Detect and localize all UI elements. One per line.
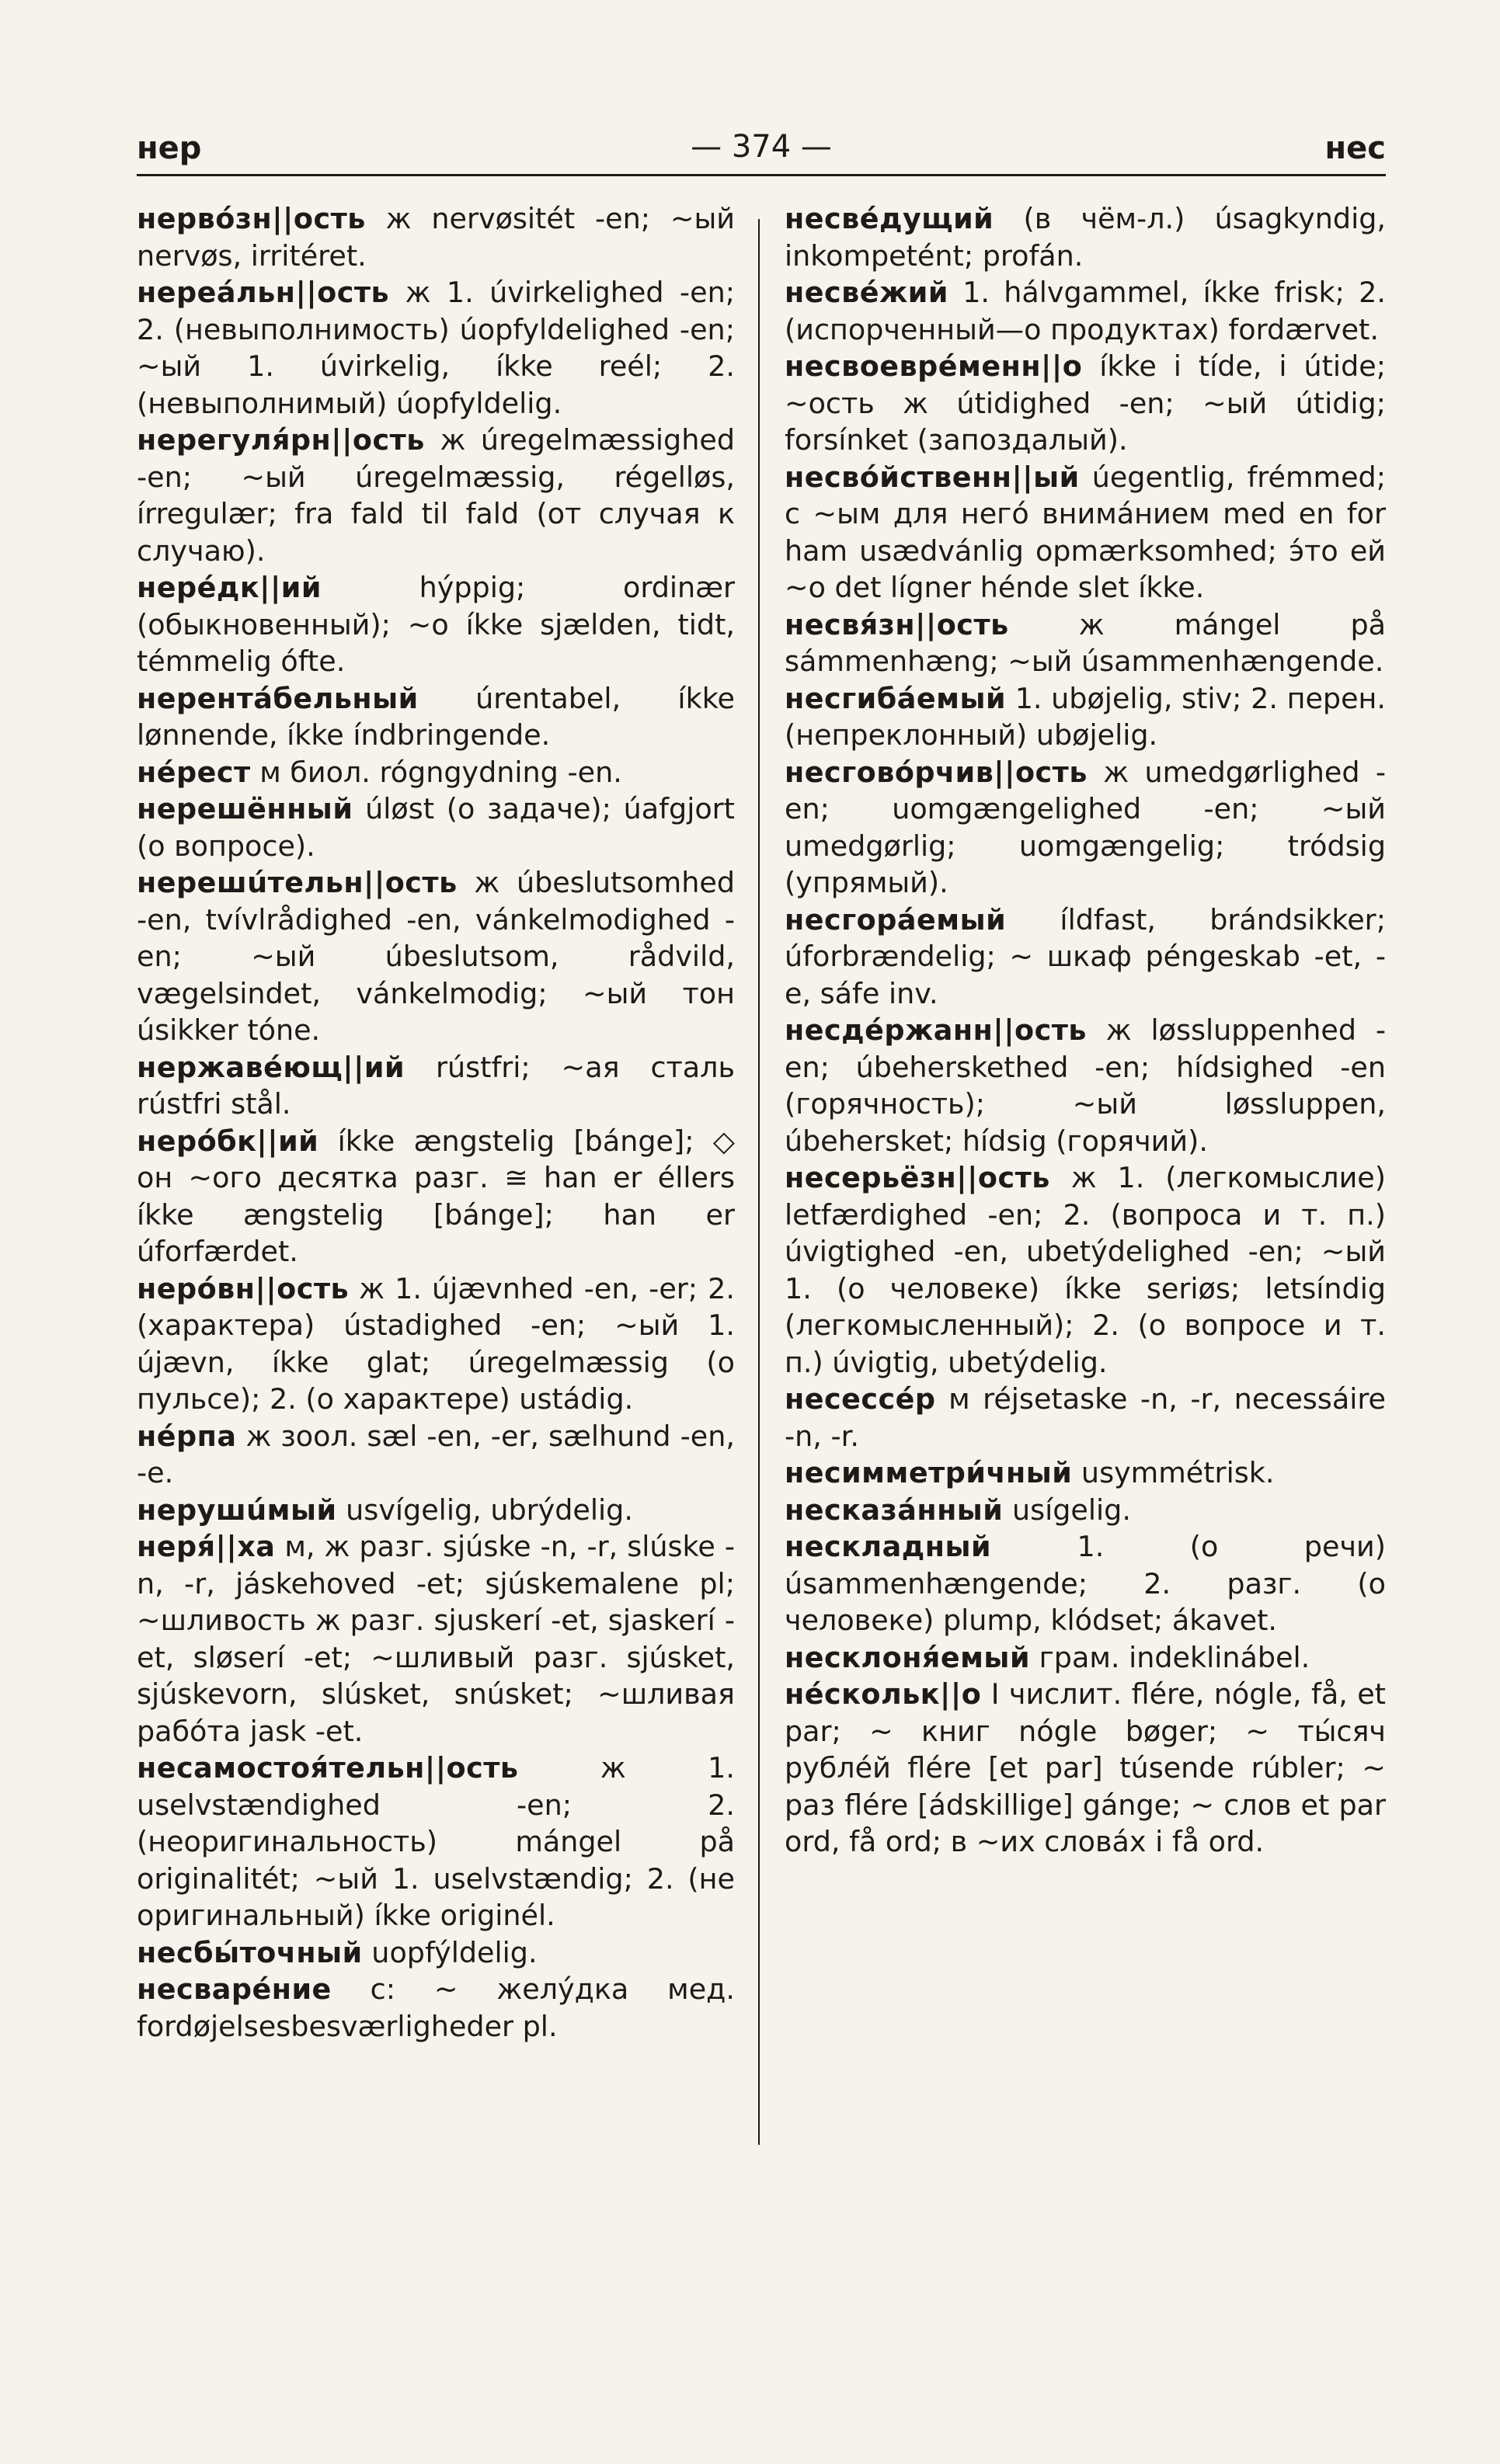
- dictionary-entry: [137, 569, 735, 680]
- definition: ж umedgørlighed -en; uomgængelighed -en; ~ый umedgørlig; uomgængelig; tródsig (упрямый).: [785, 755, 1386, 899]
- dictionary-entry: [137, 1049, 735, 1123]
- dictionary-entry: [785, 348, 1386, 459]
- definition: м réjsetaske -n, -r, necessáire -n, -r.: [785, 1382, 1386, 1453]
- headword: несклоня́емый: [785, 1640, 1031, 1674]
- definition: úegentlig, frémmed; с ~ым для негó внимáнием med en for ham usædvánlig opmærksomhed; э́то ей ~о det lígner hénde slet íkke.: [785, 460, 1386, 604]
- definition: ж 1. uselvstændighed -en; 2. (неоригинальность) mángel på originalitét; ~ый 1. uselvstændig; 2. (не оригинальный) íkke originél.: [137, 1751, 735, 1932]
- headword: несгорáемый: [785, 902, 1007, 937]
- running-header: [137, 124, 1386, 171]
- definition: I числит. flére, nógle, få, et par; ~ книг nógle bøger; ~ ты́сяч рублéй flére [et par] túsende rúbler; ~ раз flére [ádskillige] gánge; ~ слов et par ord, få ord; в ~их словáх i få ord.: [785, 1677, 1386, 1858]
- definition: íldfast, brándsikker; úforbrændelig; ~ шкаф péngeskab -et, -e, sáfe inv.: [785, 902, 1386, 1010]
- headword: несессéр: [785, 1382, 936, 1416]
- headword: несвя́зн||ость: [785, 607, 1009, 641]
- dictionary-entry: [137, 1418, 735, 1492]
- right-column: [785, 200, 1386, 1861]
- headword: нескладный: [785, 1530, 992, 1563]
- dictionary-entry: [785, 200, 1386, 274]
- headword: неря́||ха: [137, 1530, 276, 1563]
- definition: 1. (о речи) úsammenhængende; 2. разг. (о человеке) plump, klódset; ákavet.: [785, 1530, 1386, 1637]
- dictionary-entry: [137, 1750, 735, 1934]
- definition: ж løssluppenhed -en; úbeherskethed -en; hídsighed -en (горячность); ~ый løssluppen, úbehersket; hídsig (горячий).: [785, 1013, 1386, 1158]
- headword: нерушúмый: [137, 1493, 337, 1527]
- headword: нержавéющ||ий: [137, 1050, 405, 1084]
- definition: ж nervøsitét -en; ~ый nervøs, irritéret.: [137, 202, 735, 273]
- dictionary-entry: [137, 864, 735, 1049]
- headword: нéрест: [137, 755, 251, 789]
- headword: несказáнный: [785, 1493, 1004, 1527]
- dictionary-entry: [785, 1381, 1386, 1454]
- definition: ж 1. úvirkelighed -en; 2. (невыполнимость) úopfyldelighed -en; ~ый 1. úvirkelig, íkke reél; 2. (невыполнимый) úopfyldelig.: [137, 276, 735, 420]
- dictionary-entry: [137, 1270, 735, 1418]
- dictionary-entry: [785, 274, 1386, 348]
- headword: нéрпа: [137, 1419, 237, 1453]
- definition: usvígelig, ubrýdelig.: [336, 1493, 633, 1527]
- dictionary-entry: [137, 422, 735, 569]
- dictionary-entry: [785, 1159, 1386, 1381]
- page-number: — 374 —: [691, 129, 832, 165]
- headword: несвéжий: [785, 276, 948, 309]
- dictionary-entry: [137, 680, 735, 754]
- definition: 1. hálvgammel, íkke frisk; 2. (испорченный—о продуктах) fordærvet.: [785, 276, 1386, 346]
- headword: несерьёзн||ость: [785, 1161, 1050, 1194]
- headword: нéскольк||о: [785, 1677, 982, 1711]
- definition: úrentabel, íkke lønnende, íkke índbringende.: [137, 681, 735, 752]
- dictionary-entry: [785, 606, 1386, 680]
- headword: несгибáемый: [785, 681, 1007, 715]
- dictionary-entry: [137, 1934, 735, 1972]
- dictionary-entry: [785, 1012, 1386, 1159]
- right-guide-word: нес: [1324, 130, 1386, 166]
- headword: нерóвн||ость: [137, 1271, 350, 1305]
- definition: úløst (о задаче); úafgjort (о вопросе).: [137, 792, 735, 863]
- definition: м биол. rógngydning -en.: [250, 755, 622, 789]
- definition: rústfri; ~ая сталь rústfri stål.: [137, 1050, 735, 1121]
- headword: нерегуля́рн||ость: [137, 423, 425, 457]
- dictionary-entry: [137, 1528, 735, 1750]
- dictionary-entry: [785, 680, 1386, 754]
- headword: нереáльн||ость: [137, 276, 390, 309]
- left-guide-word: нер: [137, 130, 202, 166]
- headword: несвоеврéменн||о: [785, 349, 1083, 383]
- dictionary-entry: [785, 459, 1386, 606]
- headword: несговóрчив||ость: [785, 755, 1088, 789]
- definition: ж 1. újævnhed -en, -er; 2. (характера) ústadighed -en; ~ый 1. újævn, íkke glat; úregelmæssig (о пульсе); 2. (о характере) ustádig.: [137, 1271, 735, 1416]
- definition: 1. ubøjelig, stiv; 2. перен. (непреклонный) ubøjelig.: [785, 681, 1386, 752]
- dictionary-entry: [137, 200, 735, 274]
- definition: ж úbeslutsomhed -en, tvívlrådighed -en, vánkelmodighed -en; ~ый úbeslutsom, rådvild, vægelsindet, vánkelmodig; ~ый тон úsikker tóne.: [137, 866, 735, 1047]
- headword: нерéдк||ий: [137, 571, 322, 604]
- definition: ж зоол. sæl -en, -er, sælhund -en, -e.: [137, 1419, 735, 1489]
- column-divider: [758, 219, 760, 2145]
- definition: с: ~ желýдка мед. fordøjelsesbesværligheder pl.: [137, 1972, 735, 2043]
- definition: usígelig.: [1003, 1493, 1131, 1527]
- definition: íkke i tíde, i útide; ~ость ж útidighed -en; ~ый útidig; forsínket (запоздалый).: [785, 349, 1386, 457]
- dictionary-entry: [785, 1639, 1386, 1677]
- dictionary-entry: [137, 754, 735, 791]
- headword: несбы́точный: [137, 1935, 363, 1969]
- dictionary-entry: [785, 902, 1386, 1013]
- headword: несамостоя́тельн||ость: [137, 1751, 519, 1785]
- dictionary-entry: [137, 1971, 735, 2045]
- left-column: [137, 200, 735, 2045]
- headword: нерешúтельн||ость: [137, 866, 458, 899]
- dictionary-entry: [785, 1492, 1386, 1529]
- headword: несдéржанн||ость: [785, 1013, 1087, 1047]
- dictionary-entry: [137, 274, 735, 422]
- definition: ж 1. (легкомыслие) letfærdighed -en; 2. (вопроса и т. п.) úvigtighed -en, ubetýdelighed -en; ~ый 1. (о человеке) íkke seriøs; letsíndig (легкомысленный); 2. (о вопросе и т. п.) úvigtig, ubetýdelig.: [785, 1161, 1386, 1379]
- dictionary-entry: [137, 791, 735, 864]
- headword: несимметри́чный: [785, 1456, 1073, 1489]
- definition: hýppig; ordinær (обыкновенный); ~о íkke sjælden, tidt, témmelig ófte.: [137, 571, 735, 678]
- dictionary-entry: [785, 1454, 1386, 1492]
- definition: грам. indeklinábel.: [1030, 1640, 1310, 1674]
- headword: несварéние: [137, 1972, 332, 2006]
- definition: ж úregelmæssighed -en; ~ый úregelmæssig, régelløs, írregulær; fra fald til fald (от случая к случаю).: [137, 423, 735, 568]
- definition: ж mángel på sámmenhæng; ~ый úsammenhængende.: [785, 607, 1386, 678]
- headword: нерентáбельный: [137, 681, 419, 715]
- headword: несвóйственн||ый: [785, 460, 1080, 494]
- headword: нерешённый: [137, 792, 353, 825]
- definition: м, ж разг. sjúske -n, -r, slúske -n, -r, jáskehoved -et; sjúskemalene pl; ~шливость ж разг. sjuskerí -et, sjaskerí -et, sløserí -et; ~шливый разг. sjúsket, sjúskevorn, slúsket, snúsket; ~шливая рабóта jask -et.: [137, 1530, 735, 1748]
- dictionary-entry: [785, 1676, 1386, 1861]
- definition: íkke ængstelig [bánge]; ◇ он ~ого десятка разг. ≅ han er éllers íkke ængstelig [bánge]; han er úforfærdet.: [137, 1124, 735, 1268]
- definition: usymmétrisk.: [1072, 1456, 1275, 1489]
- definition: uopfýldelig.: [362, 1935, 538, 1969]
- headword: нерóбк||ий: [137, 1124, 319, 1158]
- dictionary-entry: [137, 1123, 735, 1270]
- definition: (в чём-л.) úsagkyndig, inkompetént; profán.: [785, 202, 1386, 273]
- headword: несвéдущий: [785, 202, 994, 235]
- headword: нервóзн||ость: [137, 202, 366, 235]
- dictionary-entry: [785, 754, 1386, 902]
- dictionary-entry: [137, 1492, 735, 1529]
- header-rule: [137, 174, 1386, 176]
- dictionary-entry: [785, 1528, 1386, 1639]
